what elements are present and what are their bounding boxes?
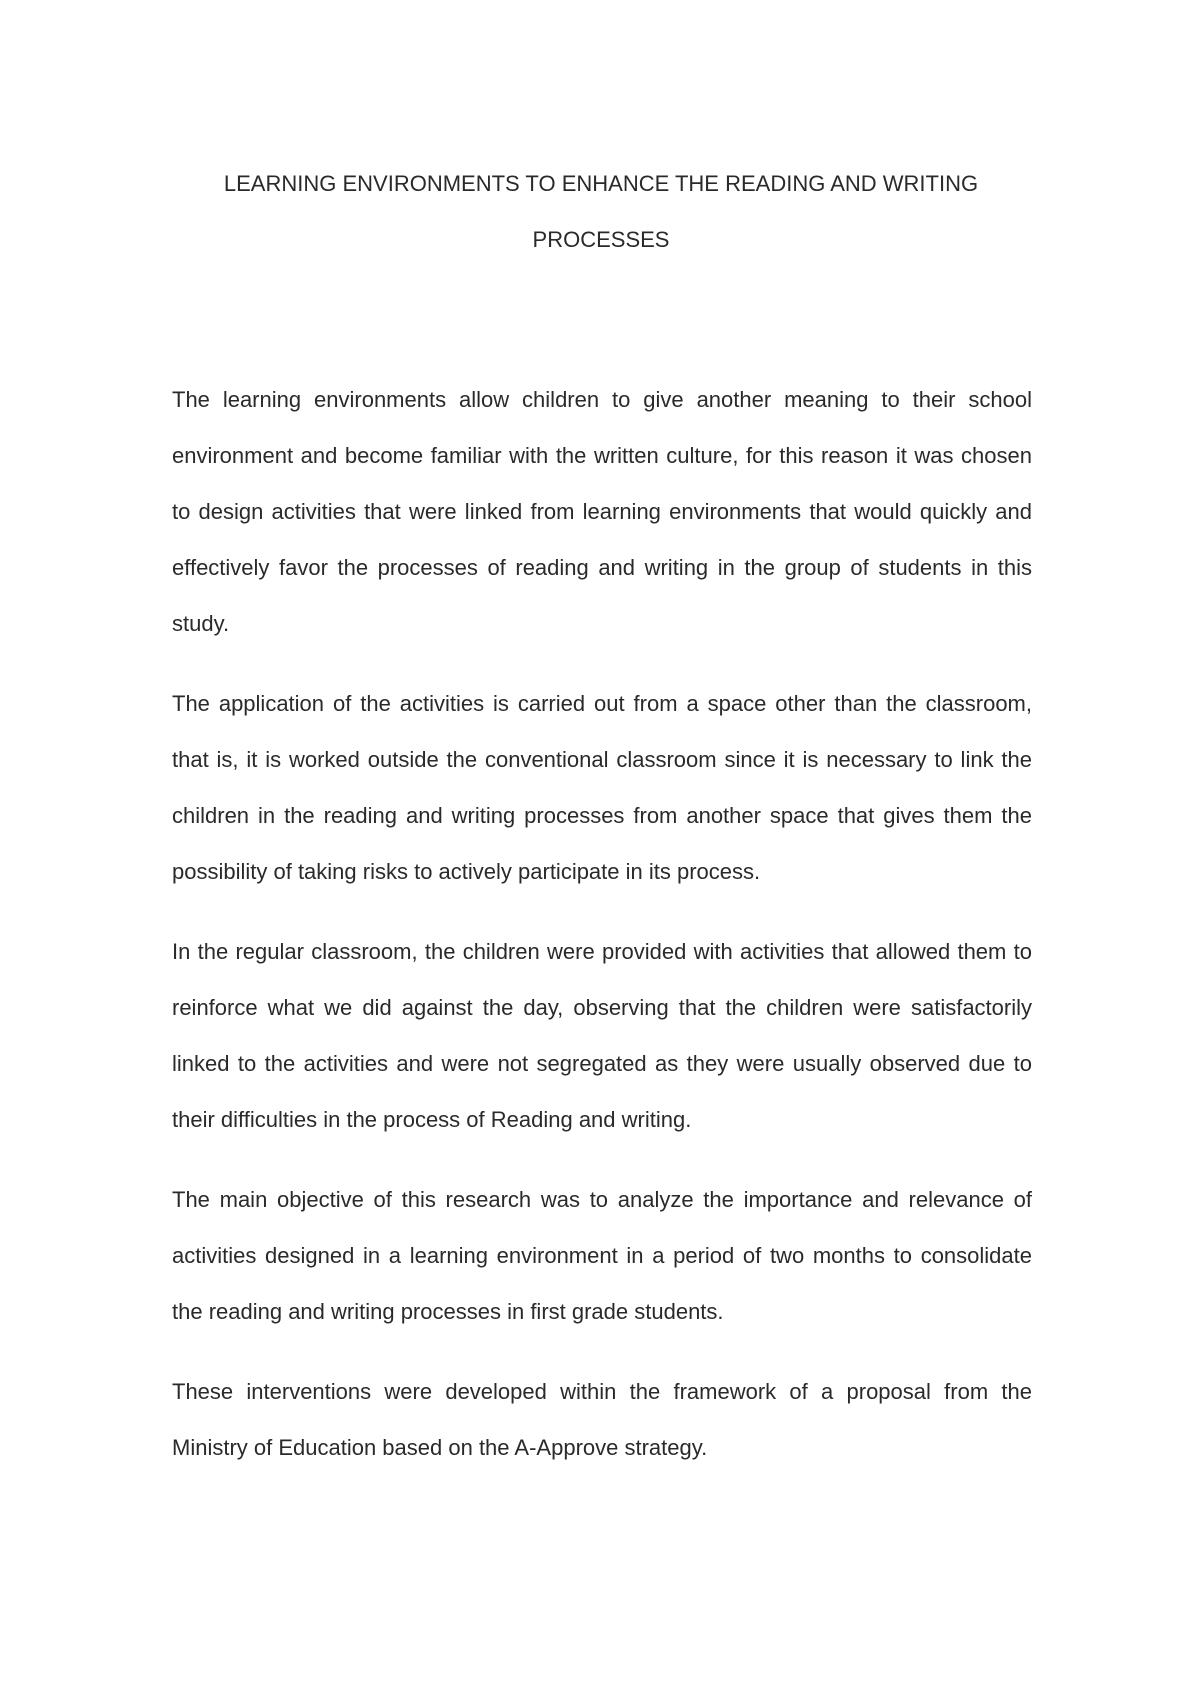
paragraph-3: In the regular classroom, the children were provided with activities that allowed them to reinforce what we did against the day, observing that the children were satisfactorily linked to the activities and were not segregated as they were usually observed due to their difficulties in the process of Reading and writing.	[172, 939, 1032, 1132]
paragraph-5: These interventions were developed within the framework of a proposal from the Ministry of Education based on the A-Approve strategy.	[172, 1379, 1032, 1460]
paragraph-2: The application of the activities is carried out from a space other than the classroom, that is, it is worked outside the conventional classroom since it is necessary to link the children in the reading and writing processes from another space that gives them the possibility of taking risks to actively participate in its process.	[172, 691, 1032, 884]
title-line-1: LEARNING ENVIRONMENTS TO ENHANCE THE READING AND WRITING	[223, 171, 979, 196]
document-title	[150, 156, 1052, 268]
title-line-2: PROCESSES	[532, 227, 670, 252]
paragraph-1: The learning environments allow children to give another meaning to their school environment and become familiar with the written culture, for this reason it was chosen to design activities that were linked from learning environments that would quickly and effectively favor the processes of reading and writing in the group of students in this study.	[172, 387, 1032, 636]
paragraph-4: The main objective of this research was to analyze the importance and relevance of activities designed in a learning environment in a period of two months to consolidate the reading and writing processes in first grade students.	[172, 1187, 1032, 1324]
document-body	[172, 372, 1032, 1476]
